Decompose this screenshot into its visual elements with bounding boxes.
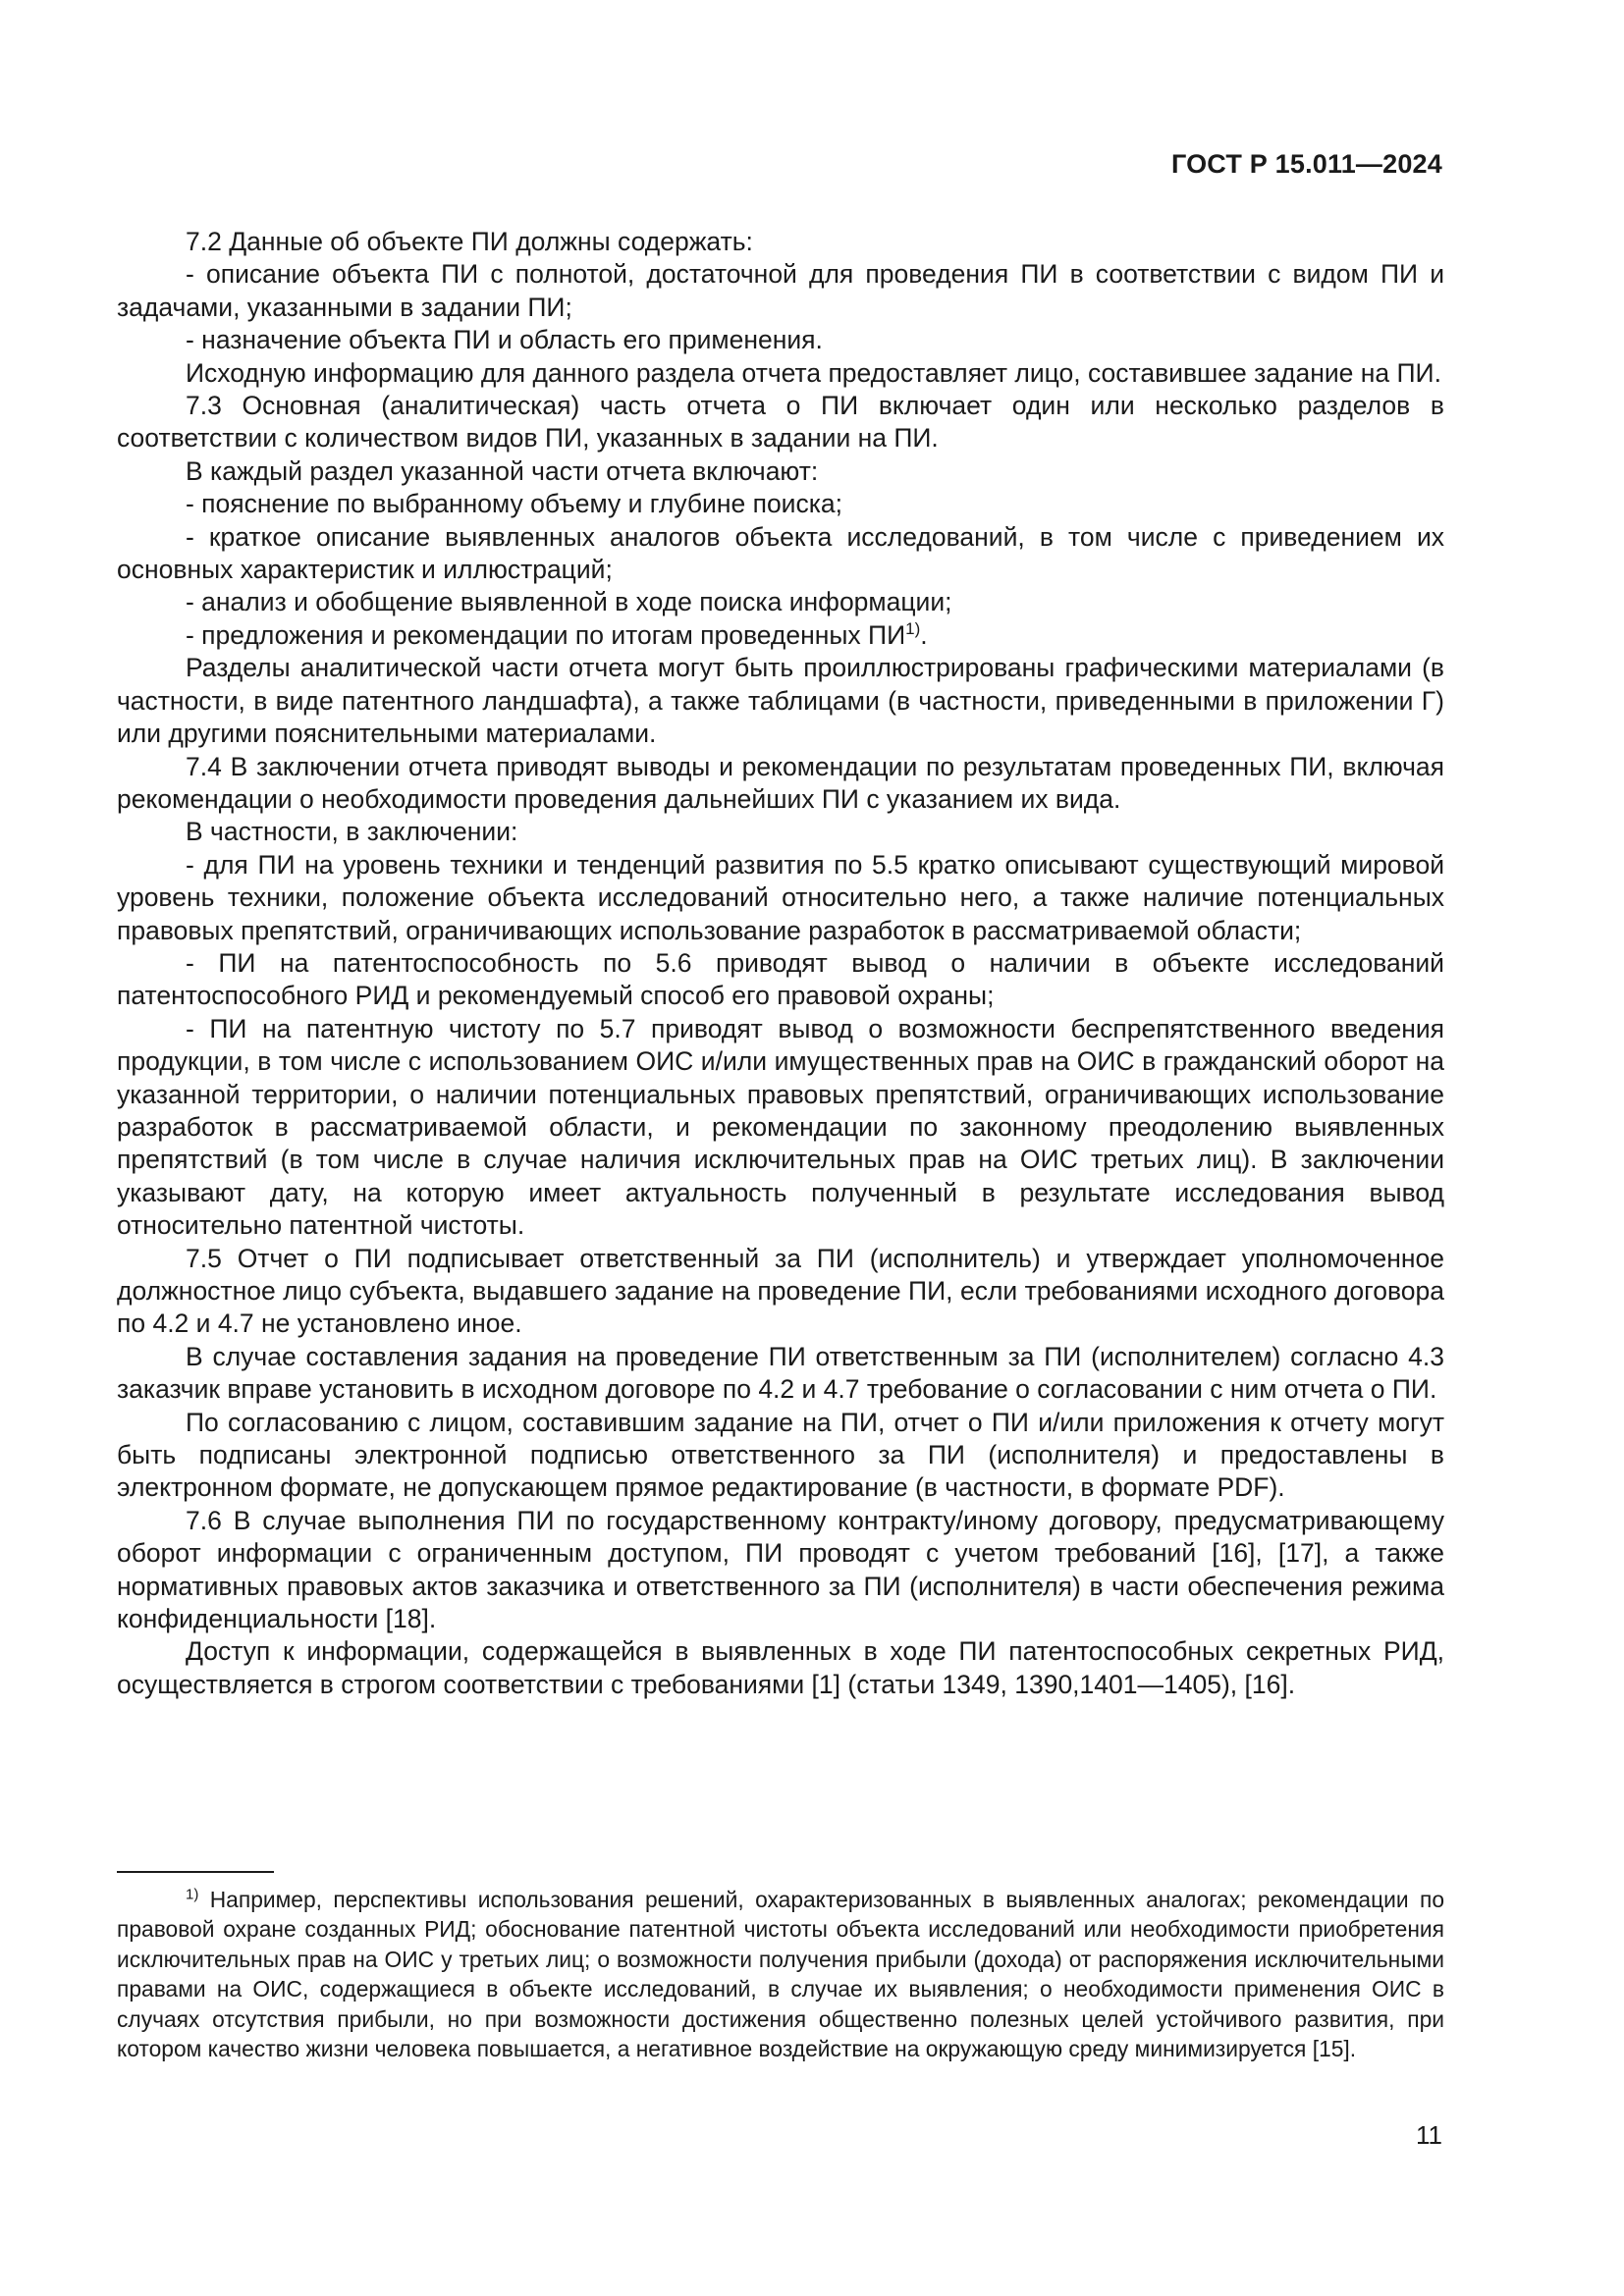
list-item: - ПИ на патентную чистоту по 5.7 приводят вывод о возможности беспрепятственного введения продукции, в том числе с использованием ОИС и/или имущественных прав на ОИС в гражданский оборот на указанной территории, о наличии потенциальных правовых препятствий, ограничивающих использование разработок в рассматриваемой области, и рекомендации по законному преодолению выявленных препятствий (в том числе в случае наличия исключительных прав на ОИС третьих лиц). В заключении указывают дату, на которую имеет актуальность полученный в результате исследования вывод относительно патентной чистоты. bbox=[117, 1013, 1444, 1241]
paragraph: 7.5 Отчет о ПИ подписывает ответственный за ПИ (исполнитель) и утверждает уполномоченное должностное лицо субъекта, выдавшего задание на проведение ПИ, если требованиями исходного договора по 4.2 и 4.7 не установлено иное. bbox=[117, 1243, 1444, 1339]
footnote-reference[interactable]: 1) bbox=[905, 619, 921, 639]
document-body bbox=[117, 226, 1444, 1701]
paragraph: В случае составления задания на проведение ПИ ответственным за ПИ (исполнителем) согласно 4.3 заказчик вправе установить в исходном договоре по 4.2 и 4.7 требование о согласовании с ним отчета о ПИ. bbox=[117, 1341, 1444, 1405]
list-item: - краткое описание выявленных аналогов объекта исследований, в том числе с приведением их основных характеристик и иллюстраций; bbox=[117, 521, 1444, 585]
paragraph: В частности, в заключении: bbox=[186, 817, 518, 847]
page-number: 11 bbox=[1416, 2120, 1442, 2150]
document-code: ГОСТ Р 15.011—2024 bbox=[1170, 149, 1442, 179]
list-item: - пояснение по выбранному объему и глубине поиска; bbox=[186, 489, 843, 519]
footnote bbox=[117, 1885, 1444, 2063]
paragraph: 7.6 В случае выполнения ПИ по государственному контракту/иному договору, предусматривающему оборот информации с ограниченным доступом, ПИ проводят с учетом требований [16], [17], а также нормативных правовых актов заказчика и ответственного за ПИ (исполнителя) в части обеспечения режима конфиденциальности [18]. bbox=[117, 1505, 1444, 1634]
paragraph: 7.3 Основная (аналитическая) часть отчета о ПИ включает один или несколько разделов в соответствии с количеством видов ПИ, указанных в задании на ПИ. bbox=[117, 391, 1444, 454]
paragraph: Доступ к информации, содержащейся в выявленных в ходе ПИ патентоспособных секретных РИД, осуществляется в строгом соответствии с требованиями [1] (статьи 1349, 1390,1401—1405), [16]. bbox=[117, 1636, 1444, 1699]
paragraph: 7.2 Данные об объекте ПИ должны содержать: bbox=[186, 227, 753, 256]
paragraph: Разделы аналитической части отчета могут быть проиллюстрированы графическими материалами (в частности, в виде патентного ландшафта), а также таблицами (в частности, приведенными в приложении Г) или другими пояснительными материалами. bbox=[117, 653, 1444, 749]
footnote-divider bbox=[117, 1871, 274, 1873]
paragraph: В каждый раздел указанной части отчета включают: bbox=[186, 455, 819, 486]
list-item: - для ПИ на уровень техники и тенденций развития по 5.5 кратко описывают существующий мировой уровень техники, положение объекта исследований относительно него, а также наличие потенциальных правовых препятствий, ограничивающих использование разработок в рассматриваемой области; bbox=[117, 849, 1444, 945]
list-item-text: - предложения и рекомендации по итогам проведенных ПИ bbox=[186, 619, 906, 650]
list-item-punctuation: . bbox=[920, 619, 928, 650]
list-item: - анализ и обобщение выявленной в ходе поиска информации; bbox=[186, 587, 952, 617]
list-item: - ПИ на патентоспособность по 5.6 приводят вывод о наличии в объекте исследований патентоспособного РИД и рекомендуемый способ его правовой охраны; bbox=[117, 947, 1444, 1011]
list-item bbox=[117, 619, 1444, 652]
list-item: - описание объекта ПИ с полнотой, достаточной для проведения ПИ в соответствии с видом ПИ и задачами, указанными в задании ПИ; bbox=[117, 259, 1444, 322]
paragraph: По согласованию с лицом, составившим задание на ПИ, отчет о ПИ и/или приложения к отчету могут быть подписаны электронной подписью ответственного за ПИ (исполнителя) и предоставлены в электронном формате, не допускающем прямое редактирование (в частности, в формате PDF). bbox=[117, 1407, 1444, 1503]
paragraph: Исходную информацию для данного раздела отчета предоставляет лицо, составившее задание на ПИ. bbox=[186, 357, 1441, 388]
paragraph: 7.4 В заключении отчета приводят выводы и рекомендации по результатам проведенных ПИ, включая рекомендации о необходимости проведения дальнейших ПИ с указанием их вида. bbox=[117, 751, 1444, 814]
footnote-text: Например, перспективы использования решений, охарактеризованных в выявленных аналогах; рекомендации по правовой охране созданных РИД; обоснование патентной чистоты объекта исследований или необходимости приобретения исключительных прав на ОИС у третьих лиц; о возможности получения прибыли (дохода) от распоряжения исключительными правами на ОИС, содержащиеся в объекте исследований, в случае их выявления; о необходимости применения ОИС в случаях отсутствия прибыли, но при возможности достижения общественно полезных целей устойчивого развития, при котором качество жизни человека повышается, а негативное воздействие на окружающую среду минимизируется [15]. bbox=[117, 1887, 1444, 2062]
footnote-marker: 1) bbox=[186, 1886, 199, 1903]
list-item: - назначение объекта ПИ и область его применения. bbox=[186, 325, 823, 355]
